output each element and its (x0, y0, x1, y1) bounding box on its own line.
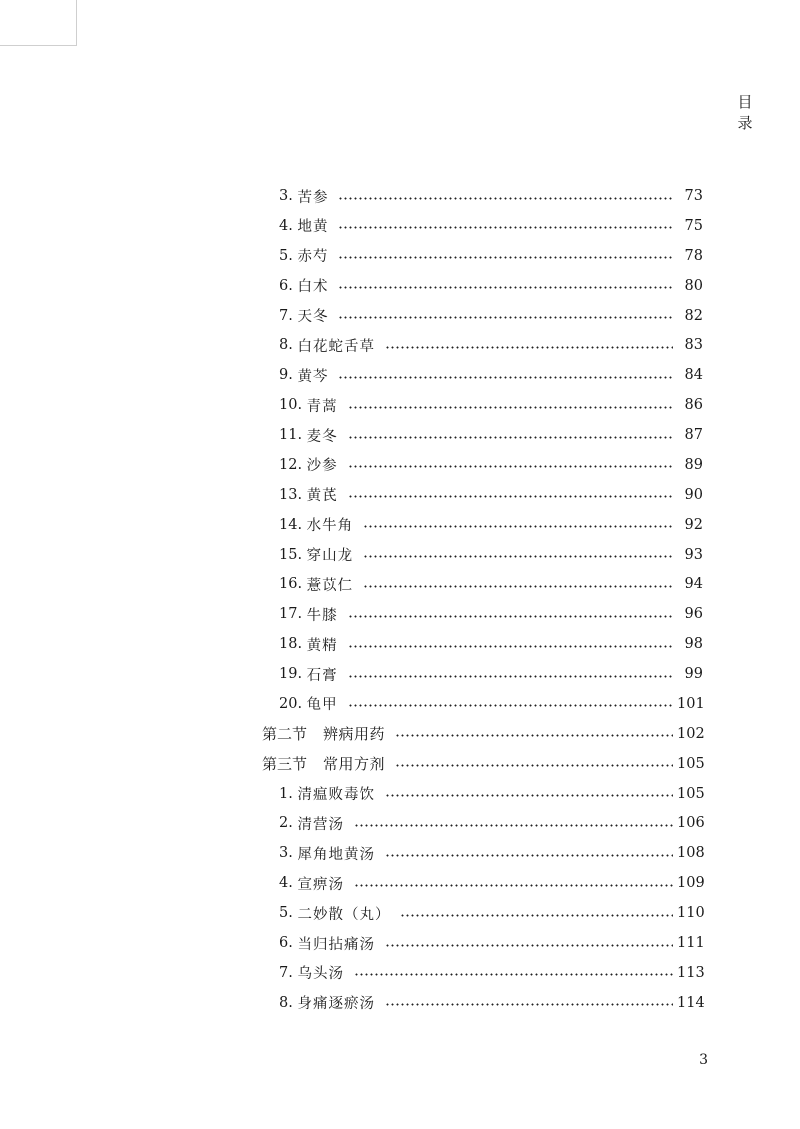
toc-entry-row (0, 812, 703, 834)
toc-entry-page: 114 (677, 994, 705, 1011)
toc-entry-page: 108 (677, 845, 705, 862)
toc-entry-title: 白花蛇舌草 (297, 338, 375, 355)
toc-entry-page: 82 (684, 307, 703, 324)
toc-dot-leader (385, 854, 673, 857)
toc-entry-row (0, 663, 703, 685)
toc-entry-title: 穿山龙 (306, 548, 354, 565)
toc-entry-number: 13. (279, 486, 307, 503)
toc-entry-number: 7. (279, 964, 298, 981)
toc-entry-title: 黄芪 (306, 488, 338, 505)
toc-dot-leader (338, 197, 673, 200)
toc-entry-page: 73 (684, 188, 703, 204)
toc-entry-page: 87 (684, 427, 703, 444)
toc-entry-page: 110 (677, 905, 705, 922)
toc-entry-number: 2. (279, 815, 298, 832)
toc-entry-title: 黄精 (306, 637, 338, 654)
toc-entry-row (0, 514, 703, 536)
toc-dot-leader (348, 436, 673, 439)
toc-dot-leader (385, 944, 673, 947)
toc-entry-title: 常用方剂 (323, 755, 386, 774)
toc-entry-row (0, 902, 703, 924)
toc-section-row (0, 723, 703, 745)
toc-dot-leader (363, 525, 673, 528)
toc-entry-row (0, 962, 703, 984)
toc-entry-row (0, 783, 703, 805)
toc-entry-title: 犀角地黄汤 (297, 846, 375, 863)
toc-dot-leader (348, 465, 673, 468)
toc-entry-number: 10. (279, 397, 307, 414)
toc-dot-leader (348, 615, 673, 618)
toc-entry-number: 17. (279, 606, 307, 623)
toc-entry-number: 第三节 (262, 755, 308, 774)
toc-dot-leader (363, 555, 673, 558)
toc-entry-row (0, 424, 703, 446)
toc-entry-row (0, 484, 703, 506)
toc-dot-leader (338, 286, 673, 289)
toc-entry-row (0, 872, 703, 894)
toc-entry-number: 4. (279, 875, 298, 892)
toc-entry-title: 苦参 (297, 189, 329, 206)
toc-entry-page: 109 (677, 875, 705, 892)
toc-entry-row (0, 633, 703, 655)
toc-entry-title: 乌头汤 (297, 966, 344, 983)
toc-entry-title: 身痛逐瘀汤 (297, 996, 375, 1013)
toc-dot-leader (354, 824, 673, 827)
toc-dot-leader (338, 256, 673, 259)
toc-entry-title: 白术 (297, 279, 329, 296)
toc-entry-page: 78 (684, 247, 703, 264)
toc-entry-number: 14. (279, 516, 307, 533)
toc-entry-title: 二妙散（丸） (297, 906, 391, 923)
toc-dot-leader (338, 376, 673, 379)
toc-entry-page: 75 (684, 217, 703, 234)
toc-entry-number: 8. (279, 994, 298, 1011)
toc-entry-page: 96 (684, 606, 703, 623)
toc-entry-page: 105 (677, 755, 705, 772)
toc-entry-row (0, 573, 703, 595)
toc-entry-row (0, 275, 703, 297)
toc-entry-page: 94 (684, 576, 703, 593)
toc-entry-title: 薏苡仁 (306, 577, 354, 594)
toc-dot-leader (385, 1003, 673, 1006)
toc-entry-title: 宣痹汤 (297, 876, 344, 893)
toc-entry-page: 93 (684, 546, 703, 563)
toc-entry-row (0, 305, 703, 327)
toc-dot-leader (348, 495, 673, 498)
toc-dot-leader (338, 226, 673, 229)
toc-dot-leader (395, 734, 673, 737)
toc-entry-number: 3. (279, 845, 298, 862)
toc-entry-number: 7. (279, 307, 298, 324)
toc-dot-leader (400, 914, 673, 917)
toc-dot-leader (348, 675, 673, 678)
toc-entry-row (0, 842, 703, 864)
toc-entry-page: 80 (684, 277, 703, 294)
toc-entry-row (0, 215, 703, 237)
toc-entry-row (0, 185, 703, 207)
toc-entry-title: 水牛角 (306, 518, 354, 535)
toc-entry-title: 石膏 (306, 667, 338, 684)
toc-entry-row (0, 334, 703, 356)
toc-entry-page: 83 (684, 337, 703, 354)
toc-entry-page: 102 (677, 725, 705, 742)
toc-entry-number: 6. (279, 935, 298, 951)
toc-dot-leader (363, 585, 673, 588)
toc-entry-page: 89 (684, 456, 703, 473)
toc-dot-leader (354, 884, 673, 887)
toc-entry-number: 16. (279, 576, 307, 593)
toc-entry-title: 清瘟败毒饮 (297, 787, 375, 804)
toc-entry-page: 86 (684, 397, 703, 414)
toc-dot-leader (348, 406, 673, 409)
toc-entry-number: 15. (279, 546, 307, 563)
toc-dot-leader (385, 346, 673, 349)
toc-section-row (0, 753, 703, 775)
toc-entry-title: 黄芩 (297, 368, 329, 385)
toc-dot-leader (354, 973, 673, 976)
toc-entry-row (0, 544, 703, 566)
page-number: 3 (699, 1052, 708, 1068)
toc-entry-title: 赤芍 (297, 249, 329, 266)
toc-dot-leader (348, 704, 673, 707)
toc-entry-row (0, 932, 703, 954)
toc-entry-title: 辨病用药 (323, 725, 386, 744)
toc-entry-number: 11. (279, 427, 307, 444)
toc-entry-number: 12. (279, 456, 307, 473)
running-header-char: 录 (737, 114, 753, 132)
toc-entry-page: 84 (684, 367, 703, 384)
toc-entry-number: 18. (279, 636, 307, 653)
toc-entry-number: 20. (279, 695, 307, 712)
toc-entry-number: 9. (279, 367, 298, 384)
toc-entry-title: 当归拈痛汤 (297, 936, 375, 953)
toc-entry-number: 3. (279, 188, 298, 204)
toc-entry-page: 111 (677, 935, 705, 951)
toc-entry-title: 清营汤 (297, 816, 344, 833)
toc-entry-title: 麦冬 (306, 428, 338, 445)
toc-dot-leader (395, 764, 673, 767)
toc-entry-title: 沙参 (306, 458, 338, 475)
toc-entry-title: 龟甲 (306, 697, 338, 714)
toc-entry-page: 101 (677, 695, 705, 712)
toc-entry-row (0, 394, 703, 416)
toc-entry-number: 19. (279, 666, 307, 683)
toc-entry-row (0, 364, 703, 386)
toc-dot-leader (338, 316, 673, 319)
toc-entry-row (0, 603, 703, 625)
toc-entry-number: 1. (279, 785, 298, 802)
toc-dot-leader (385, 794, 673, 797)
toc-entry-number: 4. (279, 217, 298, 234)
running-header-char: 目 (737, 93, 753, 111)
toc-entry-row (0, 245, 703, 267)
toc-entry-title: 地黄 (297, 219, 329, 236)
toc-entry-row (0, 992, 703, 1014)
toc-entry-page: 90 (684, 486, 703, 503)
toc-entry-page: 105 (677, 785, 705, 802)
toc-entry-number: 6. (279, 277, 298, 294)
toc-entry-number: 5. (279, 247, 298, 264)
toc-entry-page: 113 (677, 964, 705, 981)
toc-entry-row (0, 693, 703, 715)
toc-entry-row (0, 454, 703, 476)
toc-entry-title: 牛膝 (306, 607, 338, 624)
toc-entry-number: 8. (279, 337, 298, 354)
toc-entry-title: 天冬 (297, 309, 329, 326)
toc-entry-page: 92 (684, 516, 703, 533)
toc-dot-leader (348, 645, 673, 648)
toc-entry-title: 青蒿 (306, 398, 338, 415)
toc-entry-page: 106 (677, 815, 705, 832)
toc-entry-page: 98 (684, 636, 703, 653)
toc-entry-number: 第二节 (262, 725, 308, 744)
toc-entry-number: 5. (279, 905, 298, 922)
toc-entry-page: 99 (684, 666, 703, 683)
